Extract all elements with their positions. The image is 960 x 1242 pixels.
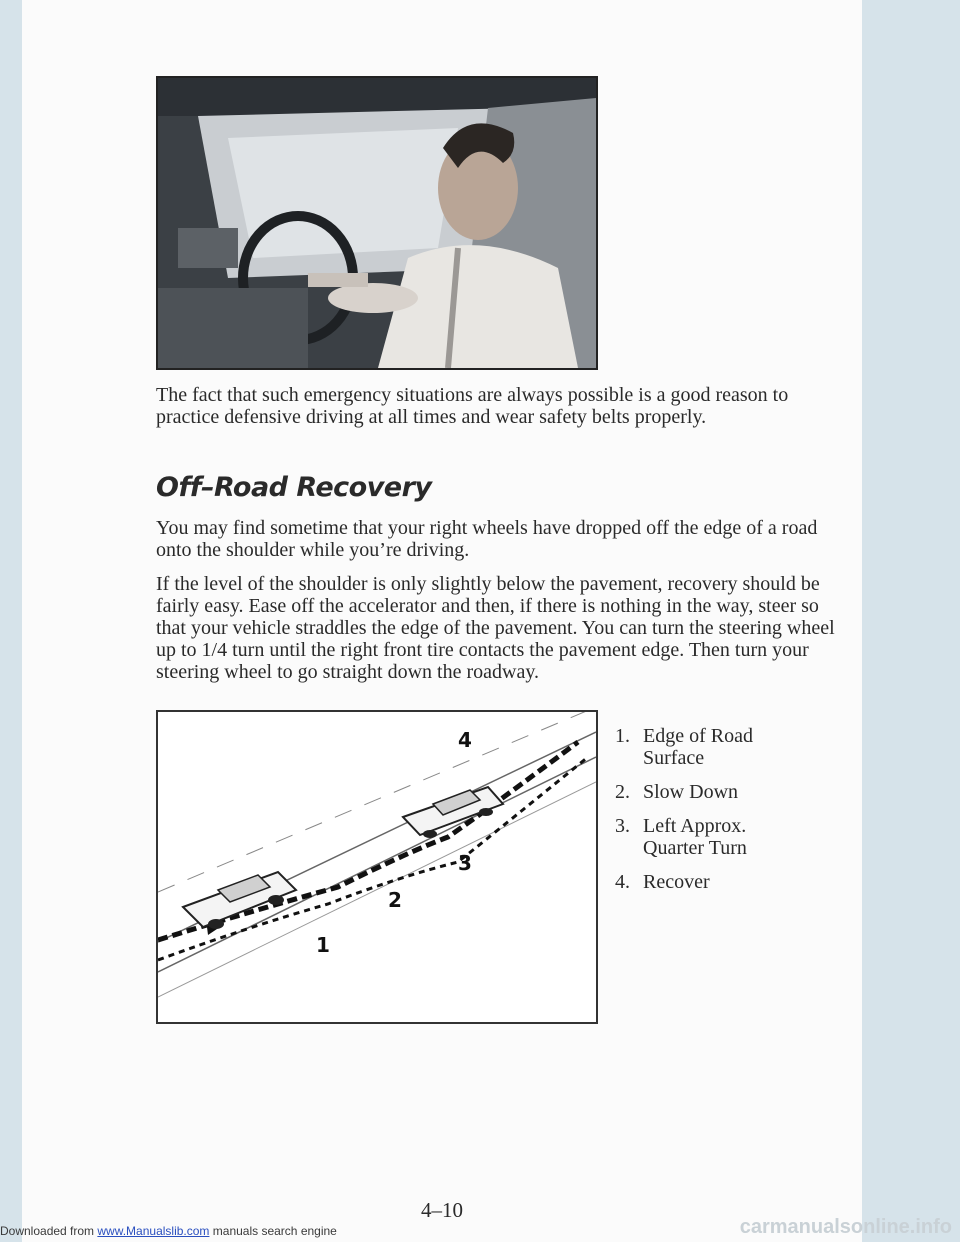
legend-number: 1. — [615, 725, 630, 747]
legend-item — [615, 815, 845, 859]
car-icon — [183, 872, 296, 929]
callout-2: 2 — [388, 888, 402, 912]
legend-number: 3. — [615, 815, 630, 837]
callout-4: 4 — [458, 728, 472, 752]
footer-suffix: manuals search engine — [209, 1224, 337, 1238]
callout-3: 3 — [458, 851, 472, 875]
watermark: carmanualsonline.info — [739, 1216, 952, 1238]
legend-text: Edge of Road Surface — [643, 725, 753, 769]
road-recovery-diagram — [156, 710, 598, 1024]
legend-text: Left Approx. Quarter Turn — [643, 815, 747, 859]
driver-photo — [156, 76, 598, 370]
diagram-legend — [615, 725, 845, 905]
section-paragraph-1: You may find sometime that your right wheels have dropped off the edge of a road onto the shoulder while you’re driving. — [156, 517, 818, 561]
legend-item — [615, 781, 845, 803]
section-paragraph-2: If the level of the shoulder is only slightly below the pavement, recovery should be fairly easy. Ease off the accelerator and then, if there is nothing in the way, steer so that your vehicle straddles the edge of the pavement. You can turn the steering wheel up to 1/4 turn until the right front tire contacts the pavement edge. Then turn your steering wheel to go straight down the roadway. — [156, 573, 835, 683]
footer-prefix: Downloaded from — [0, 1224, 98, 1238]
manualslib-link[interactable]: www.Manualslib.com — [97, 1224, 210, 1238]
car-icon — [403, 787, 503, 838]
legend-number: 2. — [615, 781, 630, 803]
legend-number: 4. — [615, 871, 630, 893]
intro-paragraph: The fact that such emergency situations are always possible is a good reason to practice defensive driving at all times and wear safety belts properly. — [156, 384, 789, 428]
legend-text: Recover — [643, 871, 710, 893]
download-footer — [0, 1224, 337, 1238]
callout-1: 1 — [316, 933, 330, 957]
legend-item — [615, 871, 845, 893]
legend-text: Slow Down — [643, 781, 739, 803]
page-number: 4–10 — [421, 1198, 463, 1222]
legend-item — [615, 725, 845, 769]
manual-page — [22, 0, 862, 1242]
section-title: Off–Road Recovery — [156, 472, 432, 503]
